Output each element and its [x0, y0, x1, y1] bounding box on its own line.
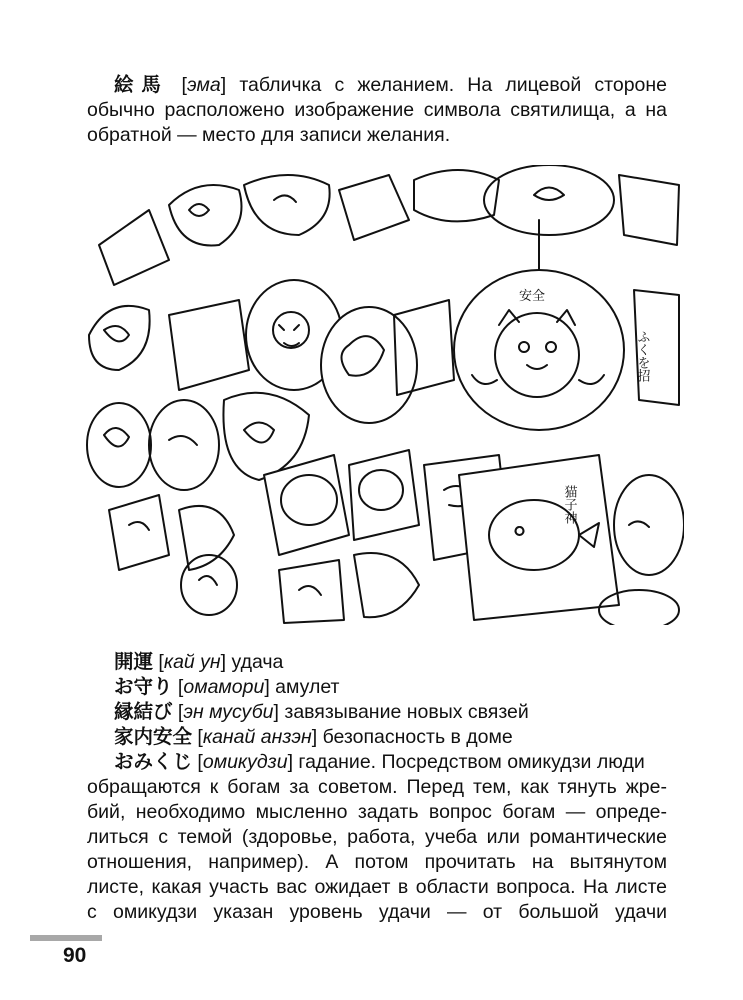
glossary-entry: 開運 [кай ун] удача [114, 651, 284, 673]
intro-line-3: обратной — место для записи желания. [87, 124, 451, 146]
ema-plaques-drawing [79, 165, 684, 625]
glossary [87, 650, 667, 925]
glossary-term: おみくじ [114, 751, 193, 773]
ema-word-2: 猫子神 [561, 485, 577, 524]
omikuji-line: листе, какая участь вас ожидает в области вопроса. На листе [87, 876, 667, 898]
intro-line-2: обычно расположено изображение символа святилища, а на [87, 99, 667, 121]
footer-rule [30, 935, 102, 941]
glossary-term: 縁結び [114, 701, 173, 723]
intro-term: 絵馬 [114, 74, 169, 96]
intro-text-1: табличка с желанием. На лицевой стороне [239, 74, 668, 96]
glossary-term: 開運 [114, 651, 154, 673]
glossary-reading: омамори [183, 676, 265, 698]
glossary-meaning: амулет [275, 676, 340, 698]
glossary-reading: канай анзэн [202, 726, 312, 748]
glossary-reading: омикудзи [202, 751, 288, 773]
ema-illustration [79, 165, 684, 625]
intro-line-1: 絵馬 [эма] табличка с желанием. На лицевой стороне [114, 74, 668, 96]
page-number: 90 [63, 944, 87, 967]
omikuji-line: отношения, например). А потом прочитать на вытянутом [87, 851, 667, 873]
glossary-entry: おみくじ [омикудзи] гадание. Посредством омикудзи люди [114, 751, 645, 773]
omikuji-line: бий, необходимо мысленно задать вопрос богам — опреде- [87, 801, 667, 823]
glossary-entry: 家内安全 [канай анзэн] безопасность в доме [114, 726, 513, 748]
omikuji-line: обращаются к богам за советом. Перед тем, как тянуть жре- [87, 776, 667, 798]
omikuji-line: литься с темой (здоровье, работа, учеба или романтические [87, 826, 667, 848]
glossary-term: お守り [114, 676, 173, 698]
glossary-term: 家内安全 [114, 726, 193, 748]
omikuji-line: с омикудзи указан уровень удачи — от большой удачи [87, 901, 667, 923]
glossary-reading: эн мусуби [183, 701, 274, 723]
glossary-reading: кай ун [163, 651, 221, 673]
ema-word-3: ふくを招 [634, 330, 650, 382]
glossary-meaning: завязывание новых связей [284, 701, 529, 723]
glossary-entry: お守り [омамори] амулет [114, 676, 340, 698]
intro-reading: эма [186, 74, 221, 96]
glossary-meaning: гадание. Посредством омикудзи люди [298, 751, 645, 773]
omikuji-paragraph [87, 775, 667, 925]
glossary-meaning: удача [231, 651, 284, 673]
ema-word-1: 安全 [519, 289, 546, 304]
intro-paragraph [87, 73, 667, 148]
glossary-meaning: безопасность в доме [322, 726, 513, 748]
glossary-entry: 縁結び [эн мусуби] завязывание новых связей [114, 701, 529, 723]
